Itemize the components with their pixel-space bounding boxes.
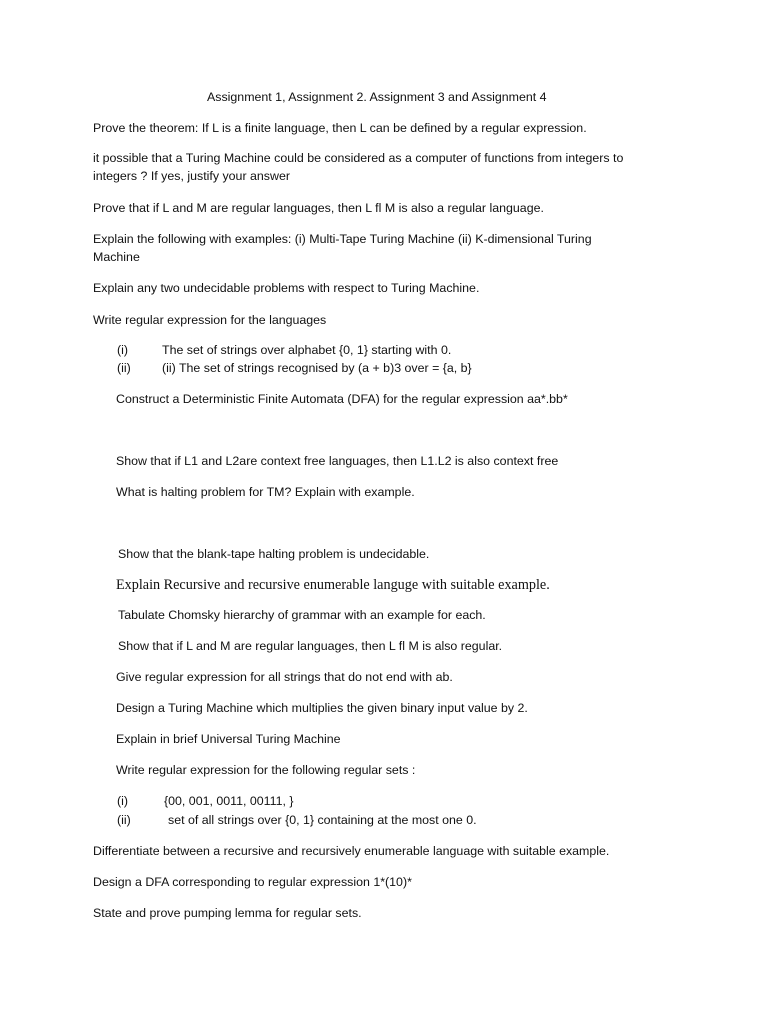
list-item-number: (ii) bbox=[117, 361, 131, 375]
question-chomsky: Tabulate Chomsky hierarchy of grammar with an example for each. bbox=[118, 608, 486, 622]
question-turing-functions-line2: integers ? If yes, justify your answer bbox=[93, 169, 290, 183]
question-multitape-line2: Machine bbox=[93, 250, 140, 264]
list-item-text: (ii) The set of strings recognised by (a + b)3 over = {a, b} bbox=[162, 361, 472, 375]
list-item-text: The set of strings over alphabet {0, 1} starting with 0. bbox=[162, 343, 452, 357]
question-regular-sets: Write regular expression for the following regular sets : bbox=[116, 763, 416, 777]
list-item-number: (ii) bbox=[117, 813, 131, 827]
question-differentiate: Differentiate between a recursive and recursively enumerable language with suitable example. bbox=[93, 844, 610, 858]
question-regular-closure: Prove that if L and M are regular languages, then L fl M is also a regular language. bbox=[93, 201, 544, 215]
question-write-regex: Write regular expression for the languages bbox=[93, 313, 327, 327]
list-item-text: set of all strings over {0, 1} containing at the most one 0. bbox=[168, 813, 477, 827]
question-tm-multiply: Design a Turing Machine which multiplies the given binary input value by 2. bbox=[116, 701, 528, 715]
list-item-number: (i) bbox=[117, 343, 129, 357]
question-pumping-lemma: State and prove pumping lemma for regular sets. bbox=[93, 906, 362, 920]
question-halting-problem: What is halting problem for TM? Explain with example. bbox=[116, 485, 415, 499]
question-blank-tape: Show that the blank-tape halting problem is undecidable. bbox=[118, 547, 430, 561]
question-turing-functions-line1: it possible that a Turing Machine could be considered as a computer of functions from integers to bbox=[93, 151, 624, 165]
list-item-number: (i) bbox=[117, 794, 129, 808]
question-context-free: Show that if L1 and L2are context free languages, then L1.L2 is also context free bbox=[116, 454, 559, 468]
document-title: Assignment 1, Assignment 2. Assignment 3 and Assignment 4 bbox=[207, 90, 547, 104]
question-multitape-line1: Explain the following with examples: (i) Multi-Tape Turing Machine (ii) K-dimensional Turing bbox=[93, 232, 592, 246]
question-universal-tm: Explain in brief Universal Turing Machine bbox=[116, 732, 341, 746]
question-recursive-enumerable: Explain Recursive and recursive enumerable languge with suitable example. bbox=[116, 577, 550, 593]
question-construct-dfa: Construct a Deterministic Finite Automata (DFA) for the regular expression aa*.bb* bbox=[116, 392, 568, 406]
question-design-dfa: Design a DFA corresponding to regular expression 1*(10)* bbox=[93, 875, 412, 889]
question-not-end-ab: Give regular expression for all strings that do not end with ab. bbox=[116, 670, 453, 684]
question-finite-language: Prove the theorem: If L is a finite language, then L can be defined by a regular expression. bbox=[93, 121, 587, 135]
question-undecidable: Explain any two undecidable problems with respect to Turing Machine. bbox=[93, 281, 480, 295]
question-regular-closure-2: Show that if L and M are regular languages, then L fl M is also regular. bbox=[118, 639, 503, 653]
list-item-text: {00, 001, 0011, 00111, } bbox=[164, 794, 294, 808]
